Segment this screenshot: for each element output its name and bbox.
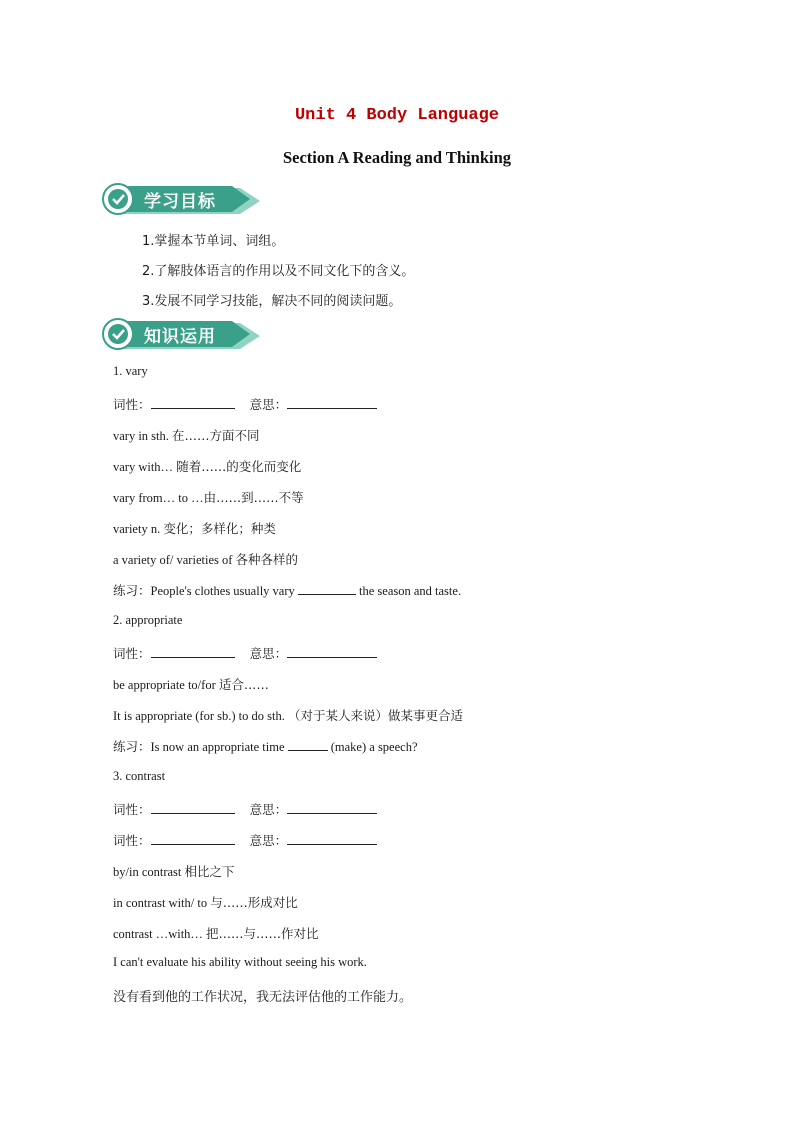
list-item: vary from… to …由……到……不等: [113, 490, 304, 505]
list-item: contrast …with… 把……与……作对比: [113, 926, 319, 941]
meaning-label: 意思：: [249, 397, 288, 412]
goal-2: 2.了解肢体语言的作用以及不同文化下的含义。: [142, 264, 415, 279]
pos-label: 词性：: [113, 397, 151, 412]
pos-blank[interactable]: [151, 832, 235, 845]
item-vary-heading: 1. vary: [113, 364, 148, 378]
list-item: vary with… 随着……的变化而变化: [113, 459, 302, 474]
pos-blank[interactable]: [151, 645, 235, 658]
list-item: by/in contrast 相比之下: [113, 864, 235, 879]
example-translation: 没有看到他的工作状况，我无法评估他的工作能力。: [113, 990, 413, 1005]
meaning-blank[interactable]: [287, 801, 377, 814]
pos-label: 词性：: [113, 833, 151, 848]
example-sentence: I can't evaluate his ability without seeing his work.: [113, 955, 367, 969]
goal-3: 3.发展不同学习技能，解决不同的阅读问题。: [142, 294, 402, 309]
exercise-appropriate: 练习：Is now an appropriate time (make) a speech?: [113, 739, 418, 754]
pos-blank[interactable]: [151, 396, 235, 409]
meaning-blank[interactable]: [287, 645, 377, 658]
banner-goals-label: 学习目标: [144, 192, 216, 212]
meaning-label: 意思：: [249, 646, 288, 661]
item-appropriate-heading: 2. appropriate: [113, 613, 183, 627]
field-row: [113, 800, 377, 818]
meaning-label: 意思：: [249, 802, 288, 817]
list-item: a variety of/ varieties of 各种各样的: [113, 552, 299, 567]
list-item: vary in sth. 在……方面不同: [113, 428, 260, 443]
page-title: Unit 4 Body Language: [294, 106, 500, 125]
field-row: [113, 644, 377, 662]
banner-usage-label: 知识运用: [144, 327, 216, 347]
item-contrast-heading: 3. contrast: [113, 769, 166, 783]
exercise-blank[interactable]: [298, 582, 356, 595]
banner-usage: [100, 317, 270, 355]
pos-label: 词性：: [113, 646, 151, 661]
field-row: [113, 831, 377, 849]
meaning-label: 意思：: [249, 833, 288, 848]
pos-label: 词性：: [113, 802, 151, 817]
pos-blank[interactable]: [151, 801, 235, 814]
field-row: [113, 395, 377, 413]
list-item: be appropriate to/for 适合……: [113, 677, 269, 692]
list-item: variety n. 变化；多样化；种类: [113, 521, 276, 536]
list-item: in contrast with/ to 与……形成对比: [113, 895, 298, 910]
exercise-blank[interactable]: [288, 738, 328, 751]
page-subtitle: Section A Reading and Thinking: [282, 148, 512, 167]
goal-1: 1.掌握本节单词、词组。: [142, 234, 285, 249]
meaning-blank[interactable]: [287, 832, 377, 845]
meaning-blank[interactable]: [287, 396, 377, 409]
list-item: It is appropriate (for sb.) to do sth. （对于某人来说）做某事更合适: [113, 708, 463, 723]
banner-goals: [100, 182, 270, 220]
exercise-vary: 练习：People's clothes usually vary the season and taste.: [113, 583, 462, 598]
